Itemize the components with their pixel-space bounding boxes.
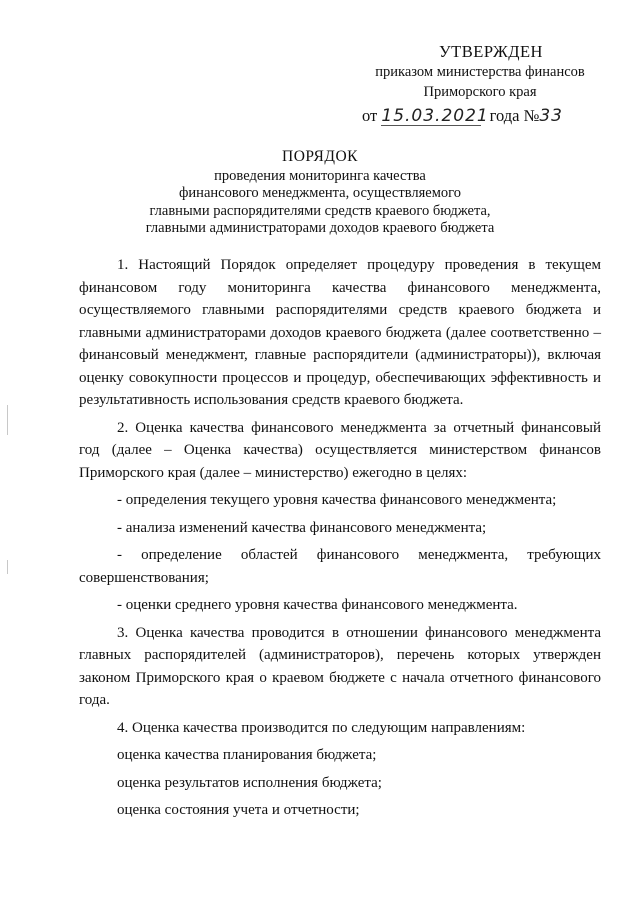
list-item: оценка результатов исполнения бюджета; xyxy=(117,774,382,791)
list-item: - оценки среднего уровня качества финансового менеджмента. xyxy=(117,597,518,613)
list-item: оценка качества планирования бюджета; xyxy=(117,747,377,763)
list-item: - определение областей финансового менеджмента, требующих совершенствования; xyxy=(79,547,601,586)
approval-block xyxy=(360,42,600,126)
document-body xyxy=(79,254,601,822)
paragraph-2: 2. Оценка качества финансового менеджмента за отчетный финансовый год (далее – Оценка качества) осуществляется министерством финансов Приморского края (далее – министерство) ежегодно в целях: xyxy=(79,419,601,481)
title-line: главными администраторами доходов краевого бюджета xyxy=(145,220,495,236)
paragraph-1: 1. Настоящий Порядок определяет процедуру проведения в текущем финансовом году мониторинга качества финансового менеджмента, осуществляемого главными распорядителями средств краевого бюджета и главными администраторами доходов краевого бюджета (далее соответственно – финансовый менеджмент, главные распорядители (администраторы)), включая оценку совокупности процессов и процедур, обеспечивающих эффективность и результативность использования средств краевого бюджета. xyxy=(79,257,601,408)
paragraph-3: 3. Оценка качества проводится в отношении финансового менеджмента главных распорядителей (администраторов), перечень которых утвержден законом Приморского края о краевом бюджете с начала отчетного финансового года. xyxy=(79,624,601,708)
approval-heading: УТВЕРЖДЕН xyxy=(439,42,543,61)
number-label: № xyxy=(523,106,540,125)
from-label: от xyxy=(362,106,378,125)
year-label: года xyxy=(489,106,520,125)
title-line: проведения мониторинга качества xyxy=(214,167,426,184)
handwritten-number: 33 xyxy=(539,106,563,126)
scan-margin-mark xyxy=(7,560,8,574)
list-item: - определения текущего уровня качества финансового менеджмента; xyxy=(117,492,557,508)
title-heading: ПОРЯДОК xyxy=(282,148,358,165)
list-item: оценка состояния учета и отчетности; xyxy=(117,802,360,818)
paragraph-4: 4. Оценка качества производится по следующим направлениям: xyxy=(117,719,526,736)
list-item: - анализа изменений качества финансового менеджмента; xyxy=(117,519,487,536)
handwritten-date: 15.03.2021 xyxy=(381,106,489,126)
document-title xyxy=(120,148,520,238)
title-line: главными распорядителями средств краевого бюджета, xyxy=(149,202,491,219)
approval-region-line: Приморского края xyxy=(423,84,537,100)
approval-date-line xyxy=(360,106,600,126)
title-line: финансового менеджмента, осуществляемого xyxy=(179,185,461,201)
scan-margin-mark xyxy=(7,405,8,435)
approval-order-line: приказом министерства финансов xyxy=(375,64,585,80)
